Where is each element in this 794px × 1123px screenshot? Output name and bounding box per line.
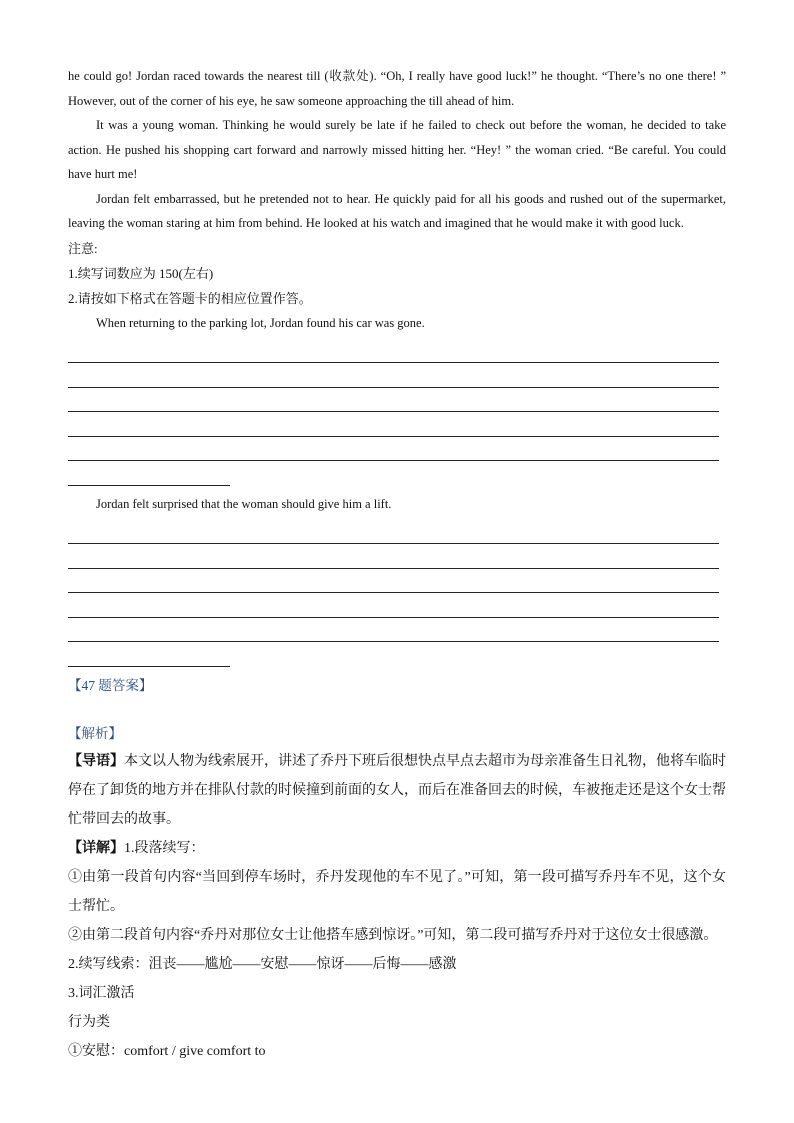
writing-line [68, 363, 719, 388]
notes-label: 注意: [68, 240, 98, 256]
vocab-title: 3.词汇激活 [68, 985, 135, 1001]
detail-label: 【详解】 [68, 840, 124, 856]
writing-line [68, 593, 719, 618]
writing-lines-1 [68, 339, 726, 486]
continuation-prompt-1: When returning to the parking lot, Jordan found his car was gone. [96, 315, 425, 330]
writing-line [68, 544, 719, 569]
analysis-label: 【解析】 [68, 725, 122, 741]
detail-point-2: ②由第二段首句内容“乔丹对那位女士让他搭车感到惊讶。”可知，第二段可描写乔丹对于这位女士很感激。 [68, 927, 718, 943]
writing-line [68, 388, 719, 413]
document-page [68, 64, 726, 1066]
writing-line [68, 339, 719, 364]
answer-heading: 【47 题答案】 [68, 677, 153, 693]
vocab-item-1: ①安慰：comfort / give comfort to [68, 1043, 266, 1059]
writing-line-short [68, 642, 230, 667]
passage-paragraph-1: he could go! Jordan raced towards the nearest till (收款处). “Oh, I really have good luck!” he thought. “There’s no one there! ” However, out of the corner of his eye, he saw someone approaching the till ahead of him. [68, 69, 726, 108]
continuation-clue: 2.续写线索：沮丧——尴尬——安慰——惊讶——后悔——感激 [68, 956, 457, 972]
passage-paragraph-3: Jordan felt embarrassed, but he pretended not to hear. He quickly paid for all his goods and rushed out of the supermarket, leaving the woman staring at him from behind. He looked at his watch and imagined that he would make it with good luck. [68, 191, 726, 230]
detail-point-1: ①由第一段首句内容“当回到停车场时，乔丹发现他的车不见了。”可知，第一段可描写乔丹车不见，这个女士帮忙。 [68, 869, 726, 914]
detail-paragraph [68, 834, 726, 863]
note-item-2: 2.请按如下格式在答题卡的相应位置作答。 [68, 290, 312, 306]
continuation-prompt-2: Jordan felt surprised that the woman should give him a lift. [96, 496, 392, 511]
guide-label: 【导语】 [68, 753, 124, 769]
passage-paragraph-2: It was a young woman. Thinking he would surely be late if he failed to check out before the woman, he decided to take action. He pushed his shopping cart forward and narrowly missed hitting her. “Hey! ” the woman cried. “Be careful. You could have hurt me! [68, 118, 726, 181]
writing-line [68, 618, 719, 643]
vocab-category: 行为类 [68, 1014, 110, 1030]
detail-title: 1.段落续写： [124, 840, 205, 856]
guide-paragraph [68, 747, 726, 834]
writing-line-short [68, 461, 230, 486]
writing-line [68, 412, 719, 437]
writing-line [68, 437, 719, 462]
writing-line [68, 569, 719, 594]
writing-lines-2 [68, 520, 726, 667]
guide-text: 本文以人物为线索展开，讲述了乔丹下班后很想快点早点去超市为母亲准备生日礼物，他将车临时停在了卸货的地方并在排队付款的时候撞到前面的女人，而后在准备回去的时候，车被拖走还是这个女士帮忙带回去的故事。 [68, 753, 726, 827]
note-item-1: 1.续写词数应为 150(左右) [68, 265, 214, 281]
writing-line [68, 520, 719, 545]
